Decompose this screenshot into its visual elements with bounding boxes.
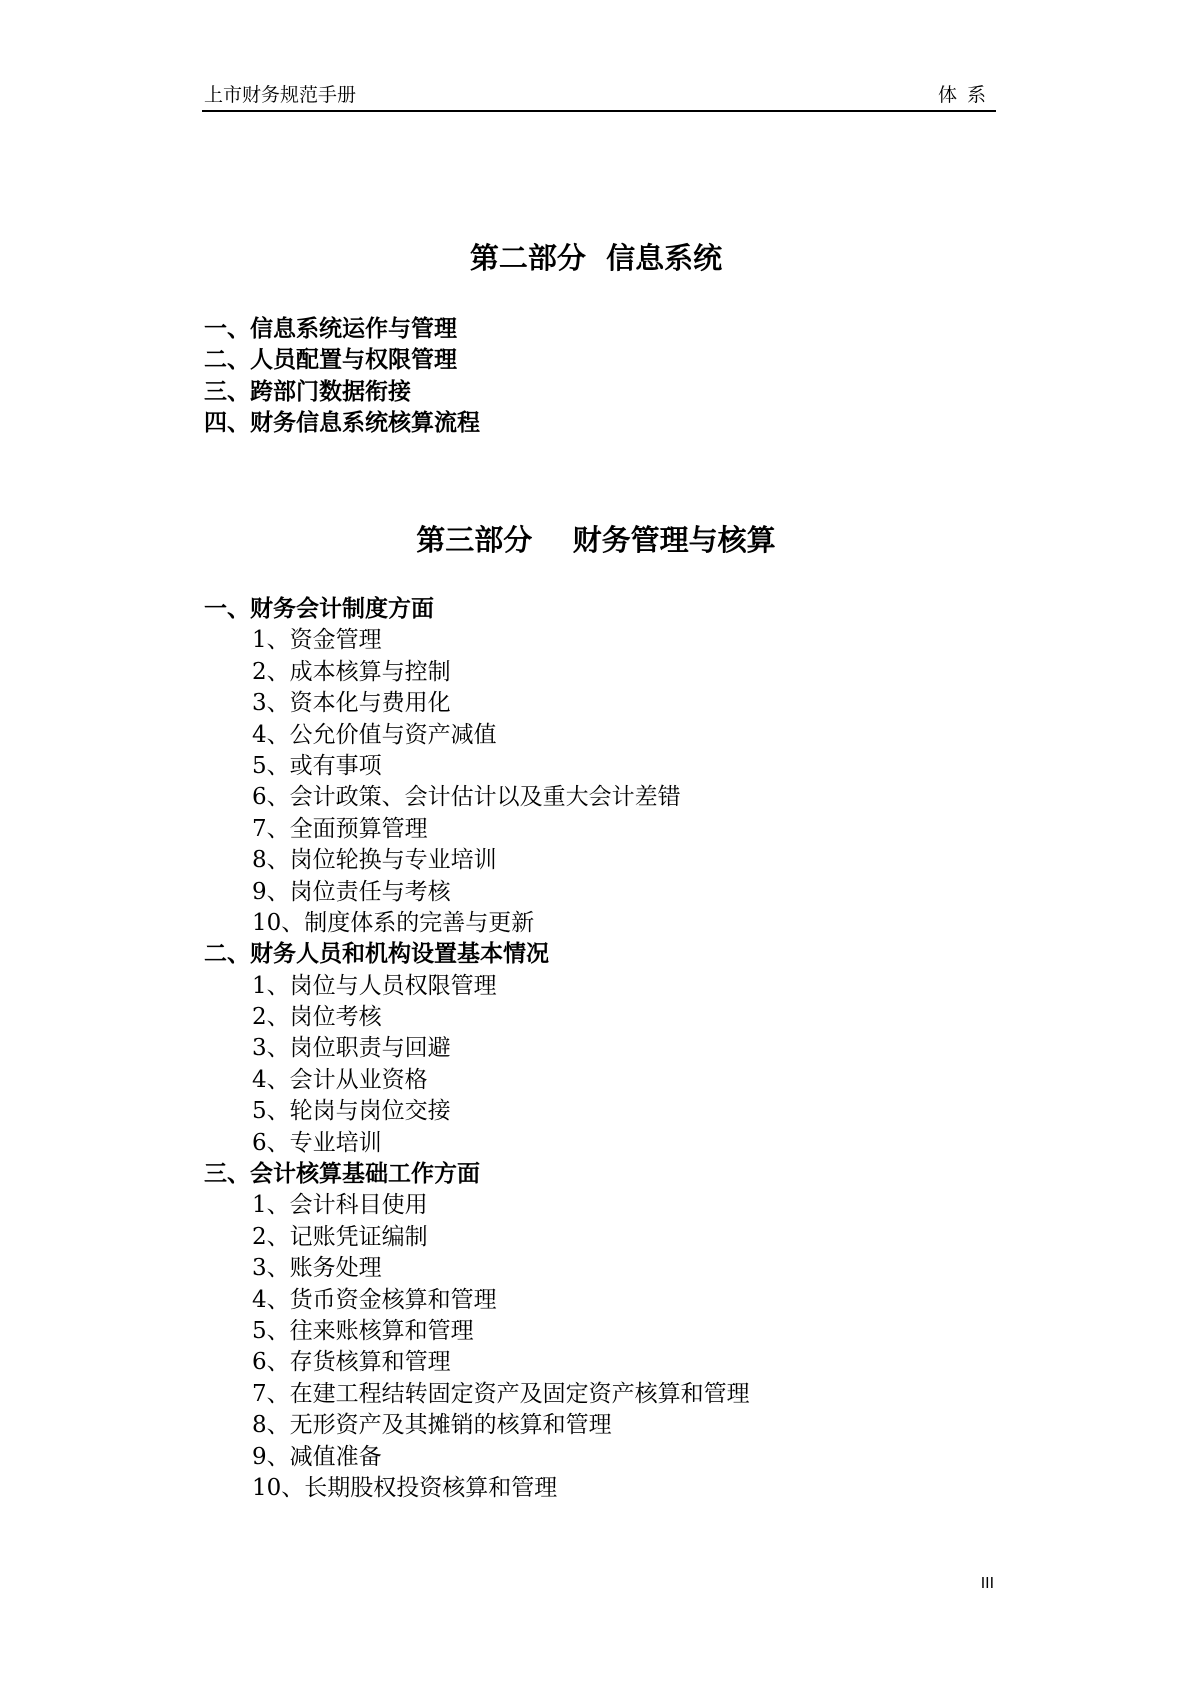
toc-section-heading: 三、会计核算基础工作方面 xyxy=(204,1161,480,1188)
toc-item: 2、岗位考核 xyxy=(252,1004,382,1031)
toc-item: 4、公允价值与资产减值 xyxy=(252,721,497,748)
toc-item: 10、制度体系的完善与更新 xyxy=(252,909,535,936)
toc-item: 四、财务信息系统核算流程 xyxy=(204,410,480,437)
part-3-list xyxy=(204,594,750,1504)
part-2-list xyxy=(204,314,480,440)
toc-item: 2、记账凭证编制 xyxy=(252,1223,428,1250)
toc-section-heading: 一、财务会计制度方面 xyxy=(204,596,434,622)
toc-item: 5、或有事项 xyxy=(252,752,382,779)
toc-item: 8、岗位轮换与专业培训 xyxy=(252,847,497,874)
page-number: III xyxy=(980,1574,994,1592)
toc-item: 一、信息系统运作与管理 xyxy=(204,316,457,342)
toc-item: 3、资本化与费用化 xyxy=(252,690,451,717)
toc-item: 7、在建工程结转固定资产及固定资产核算和管理 xyxy=(252,1380,750,1407)
toc-item: 6、存货核算和管理 xyxy=(252,1349,451,1376)
toc-section-heading: 二、财务人员和机构设置基本情况 xyxy=(204,941,549,968)
part-2-title: 第二部分 信息系统 xyxy=(469,241,723,275)
toc-item: 1、资金管理 xyxy=(252,627,382,654)
part-3-title: 第三部分 财务管理与核算 xyxy=(416,523,776,557)
running-header-title: 上市财务规范手册 xyxy=(204,84,357,106)
toc-item: 5、往来账核算和管理 xyxy=(252,1317,474,1344)
toc-item: 6、会计政策、会计估计以及重大会计差错 xyxy=(252,784,681,811)
toc-item: 三、跨部门数据衔接 xyxy=(204,378,411,405)
toc-item: 4、会计从业资格 xyxy=(252,1066,428,1093)
toc-item: 6、专业培训 xyxy=(252,1129,382,1156)
toc-item: 1、岗位与人员权限管理 xyxy=(252,972,497,999)
toc-item: 3、账务处理 xyxy=(252,1255,382,1282)
running-header-section: 体系 xyxy=(937,84,996,106)
toc-item: 2、成本核算与控制 xyxy=(252,658,451,685)
toc-item: 4、货币资金核算和管理 xyxy=(252,1286,497,1313)
toc-item: 3、岗位职责与回避 xyxy=(252,1035,451,1062)
toc-item: 9、岗位责任与考核 xyxy=(252,878,451,905)
toc-item: 二、人员配置与权限管理 xyxy=(204,347,457,374)
toc-item: 5、轮岗与岗位交接 xyxy=(252,1098,451,1125)
toc-item: 7、全面预算管理 xyxy=(252,815,428,842)
toc-item: 9、减值准备 xyxy=(252,1443,382,1470)
toc-item: 1、会计科目使用 xyxy=(252,1192,428,1219)
header-rule xyxy=(202,110,996,112)
toc-item: 8、无形资产及其摊销的核算和管理 xyxy=(252,1412,612,1439)
toc-item: 10、长期股权投资核算和管理 xyxy=(252,1474,558,1501)
